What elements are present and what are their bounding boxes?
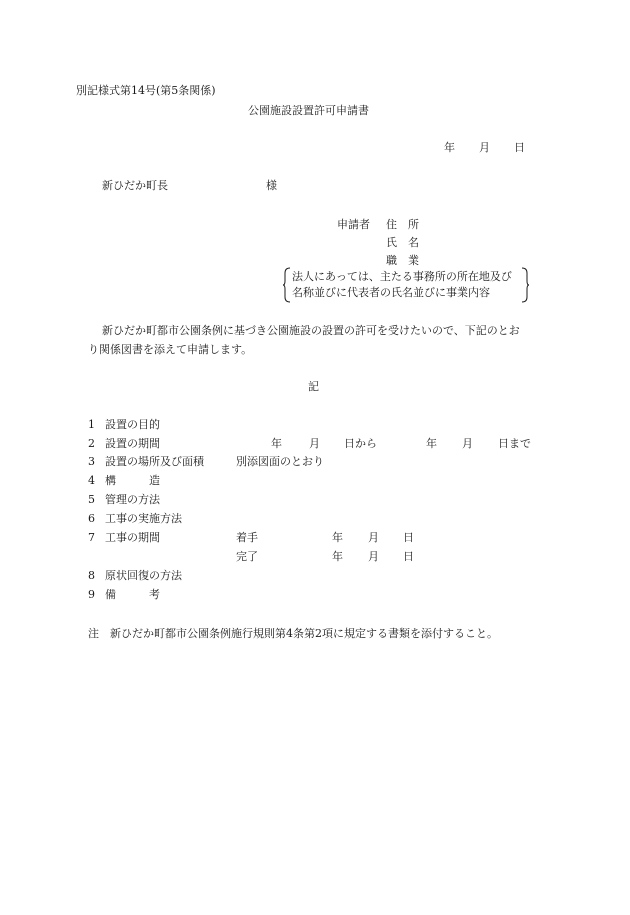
item-number: 5 bbox=[88, 493, 95, 506]
list-item bbox=[0, 437, 630, 451]
item-label: 管理の方法 bbox=[105, 493, 160, 506]
item-number: 8 bbox=[88, 569, 95, 582]
body-text-line1: 新ひだか町都市公園条例に基づき公園施設の設置の許可を受けたいので、下記のとお bbox=[102, 324, 520, 337]
list-item bbox=[0, 512, 630, 526]
period-end-day: 日まで bbox=[498, 437, 531, 450]
item-number: 7 bbox=[88, 531, 95, 544]
list-item bbox=[0, 418, 630, 432]
list-item bbox=[0, 569, 630, 583]
construction-end-year: 年 bbox=[332, 550, 343, 563]
list-item bbox=[0, 455, 630, 469]
period-start-day: 日から bbox=[344, 437, 377, 450]
item-label: 設置の目的 bbox=[105, 418, 160, 431]
item-number: 4 bbox=[88, 474, 95, 487]
item-label: 構 造 bbox=[105, 474, 160, 487]
ki-heading: 記 bbox=[308, 380, 319, 393]
addressee-name: 新ひだか町長 bbox=[102, 179, 168, 192]
form-id: 別記様式第14号(第5条関係) bbox=[76, 84, 216, 97]
date-year: 年 bbox=[444, 141, 455, 154]
addressee-honorific: 様 bbox=[266, 179, 277, 192]
construction-start-day: 日 bbox=[403, 531, 414, 544]
item-label: 原状回復の方法 bbox=[105, 569, 182, 582]
item-label: 工事の期間 bbox=[105, 531, 160, 544]
list-item bbox=[0, 474, 630, 488]
item-label: 設置の場所及び面積 bbox=[105, 455, 204, 468]
item-number: 1 bbox=[88, 418, 95, 431]
item-number: 9 bbox=[88, 588, 95, 601]
period-end-year: 年 bbox=[426, 437, 437, 450]
period-end-month: 月 bbox=[462, 437, 473, 450]
item-label: 工事の実施方法 bbox=[105, 512, 182, 525]
item-number: 6 bbox=[88, 512, 95, 525]
period-start-month: 月 bbox=[309, 437, 320, 450]
corporation-note bbox=[283, 267, 529, 303]
list-item bbox=[0, 493, 630, 507]
body-text-line2: り関係図書を添えて申請します。 bbox=[88, 343, 253, 356]
applicant-occupation-label: 職 業 bbox=[386, 254, 419, 267]
date-month: 月 bbox=[479, 141, 490, 154]
list-item bbox=[0, 588, 630, 602]
item-number: 3 bbox=[88, 455, 95, 468]
period-start-year: 年 bbox=[271, 437, 282, 450]
construction-end-label: 完了 bbox=[236, 550, 258, 563]
item-number: 2 bbox=[88, 437, 95, 450]
applicant-label: 申請者 bbox=[337, 218, 370, 231]
construction-start-month: 月 bbox=[368, 531, 379, 544]
item-label: 設置の期間 bbox=[105, 437, 160, 450]
applicant-address-label: 住 所 bbox=[386, 218, 419, 231]
footnote: 注 新ひだか町都市公園条例施行規則第4条第2項に規定する書類を添付すること。 bbox=[88, 627, 498, 640]
corporation-note-line2: 名称並びに代表者の氏名並びに事業内容 bbox=[292, 286, 490, 299]
document-title: 公園施設設置許可申請書 bbox=[248, 104, 369, 117]
list-item bbox=[0, 531, 630, 565]
location-value: 別添図面のとおり bbox=[236, 455, 324, 468]
applicant-name-label: 氏 名 bbox=[386, 236, 419, 249]
construction-end-day: 日 bbox=[403, 550, 414, 563]
date-day: 日 bbox=[514, 141, 525, 154]
construction-end-month: 月 bbox=[368, 550, 379, 563]
construction-start-label: 着手 bbox=[236, 531, 258, 544]
construction-start-year: 年 bbox=[332, 531, 343, 544]
item-label: 備 考 bbox=[105, 588, 160, 601]
corporation-note-line1: 法人にあっては、主たる事務所の所在地及び bbox=[292, 270, 512, 283]
